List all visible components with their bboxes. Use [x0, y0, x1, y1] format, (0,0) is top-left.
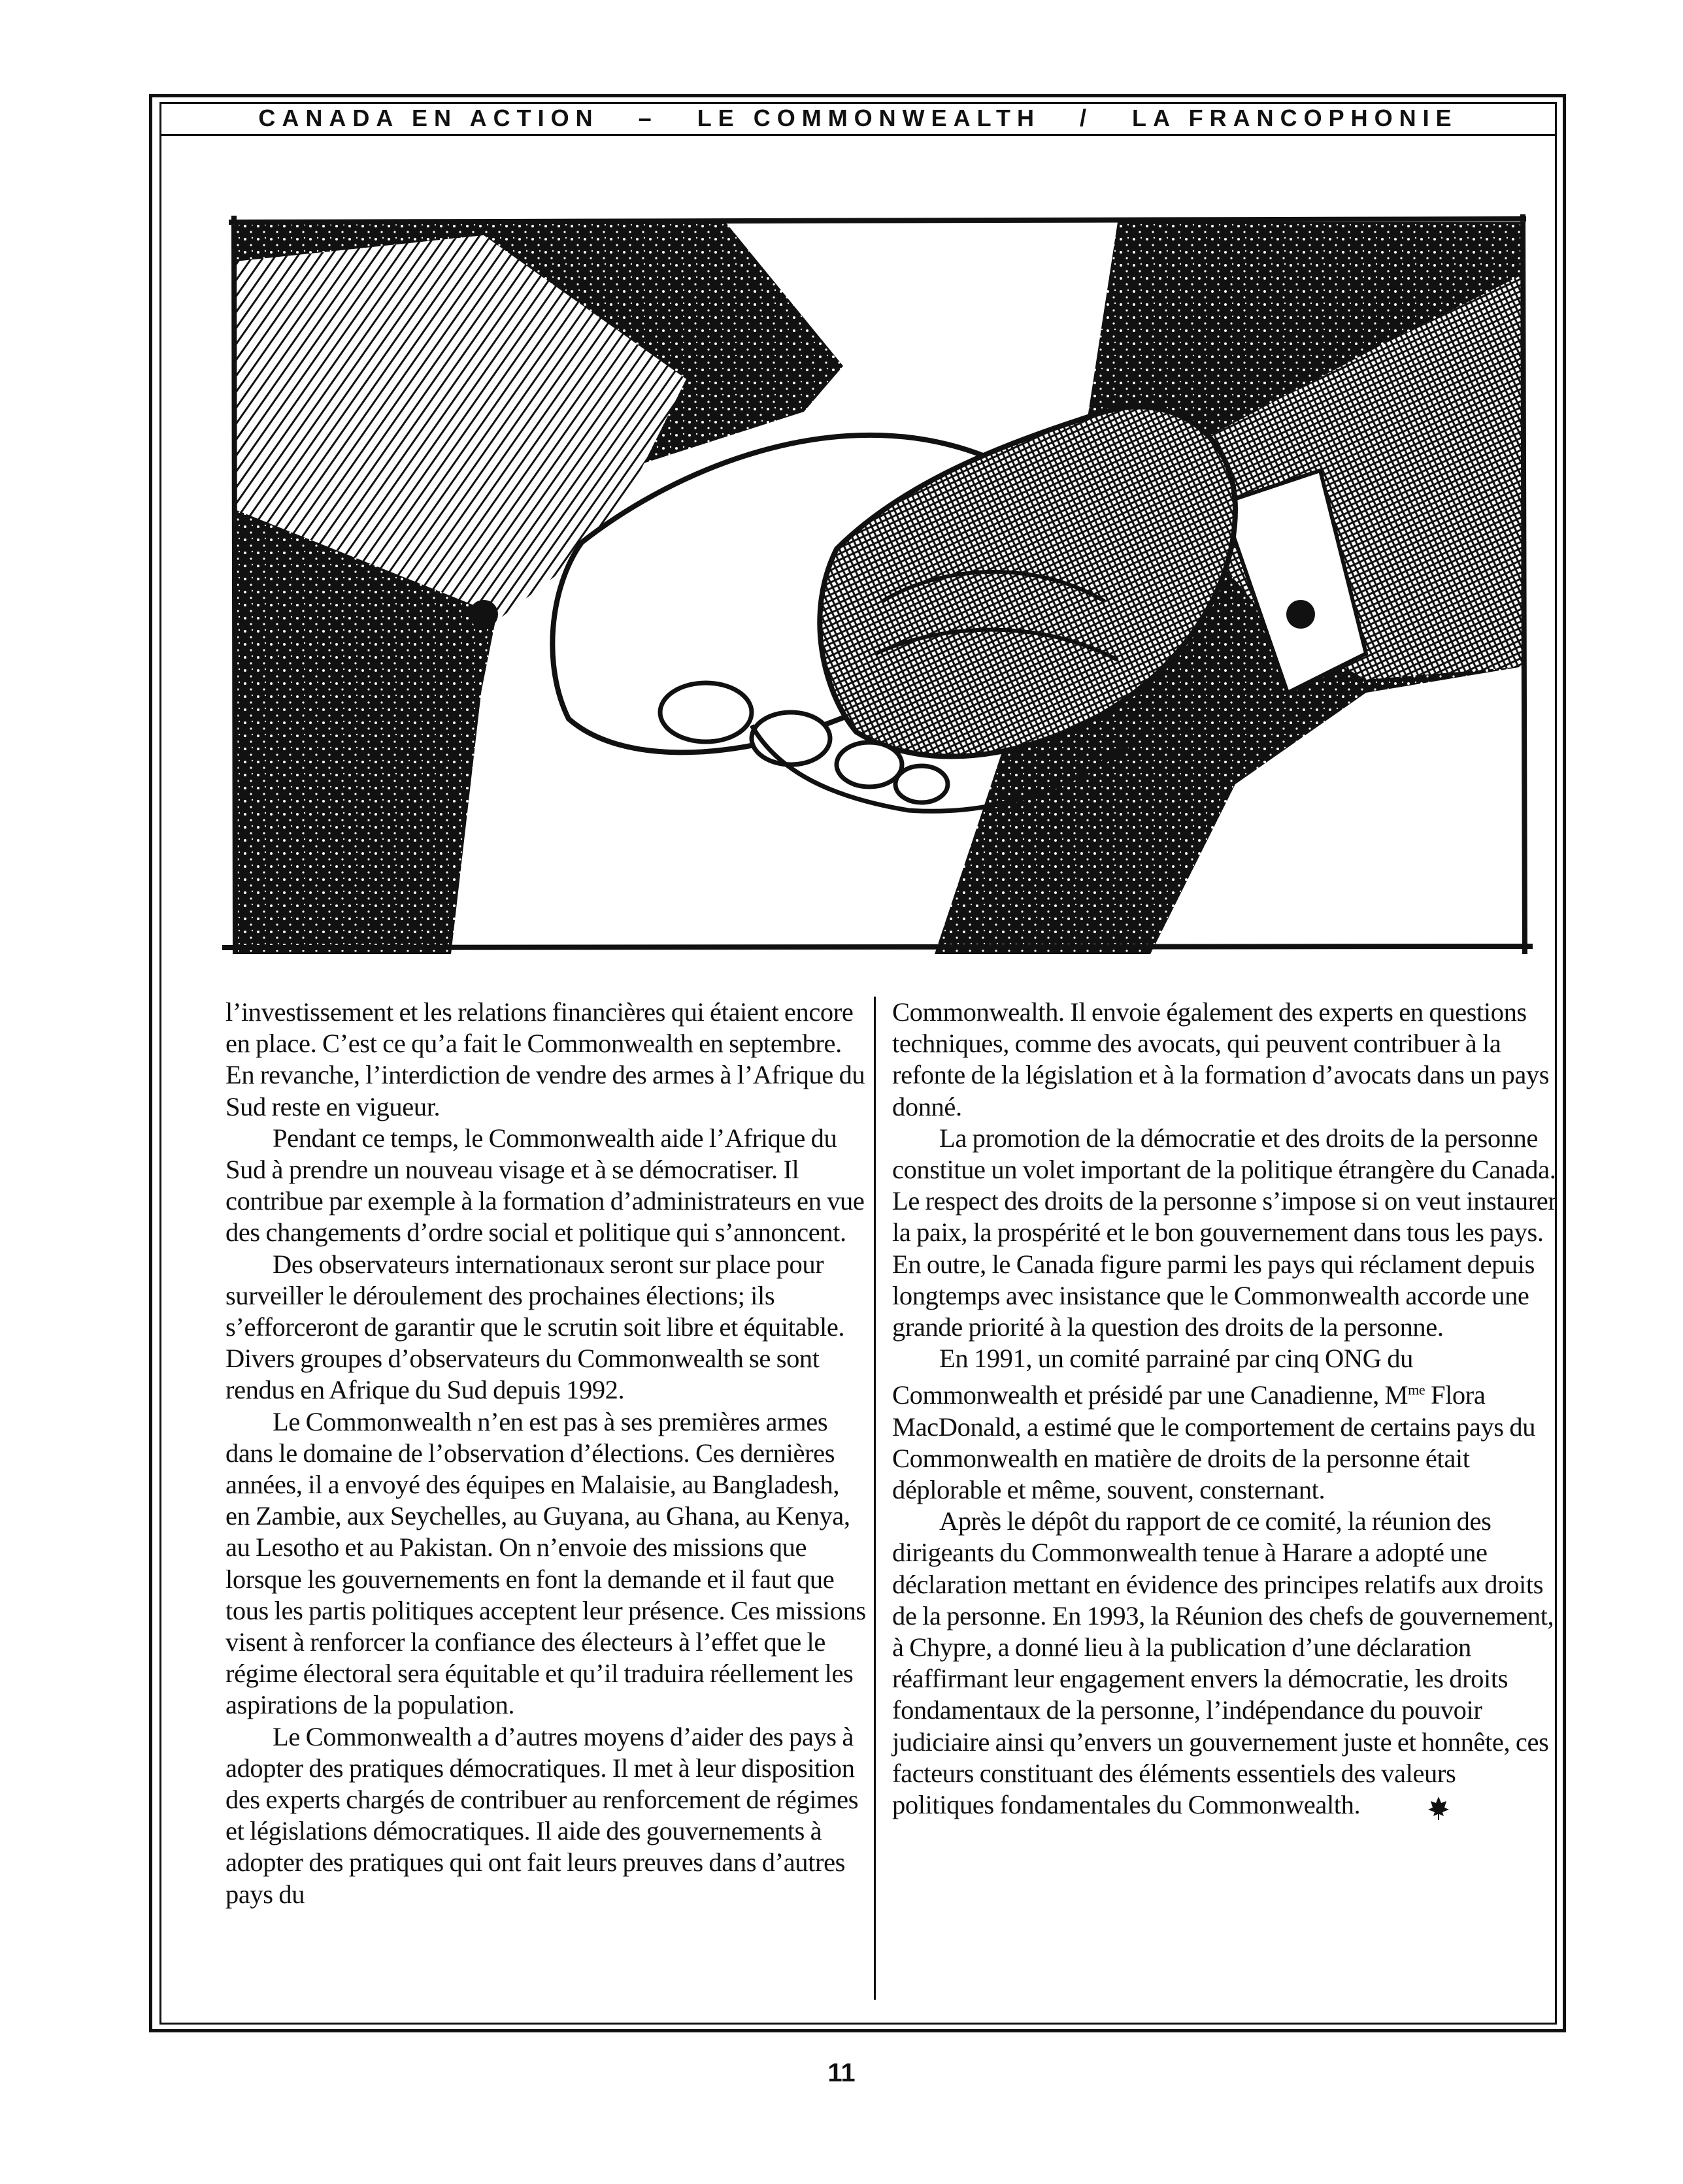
paragraph: l’investissement et les relations financières qui étaient encore en place. C’est ce qu’a fait le Commonwealth en septembre. En revanche, l’interdiction de vendre des armes à l’Afrique du Sud reste en vigueur. [225, 997, 865, 1121]
paragraph: Des observateurs internationaux seront sur place pour surveiller le déroulement des prochaines élections; ils s’efforceront de garantir que le scrutin soit libre et équitable. Divers groupes d’observateurs du Commonwealth se sont rendus en Afrique du Sud depuis 1992. [225, 1249, 845, 1405]
paragraph: Le Commonwealth a d’autres moyens d’aider des pays à adopter des pratiques démocratiques. Il met à leur disposition des experts chargés de contribuer au renforcement de régimes et législations démocratiques. Il aide des gouvernements à adopter des pratiques qui ont fait leurs preuves dans d’autres pays du [225, 1721, 859, 1909]
paragraph-text: Après le dépôt du rapport de ce comité, la réunion des dirigeants du Commonwealth tenue à Harare a adopté une déclaration mettant en évidence des principes relatifs aux droits de la personne. En 1993, la Réunion des chefs de gouvernement, à Chypre, a donné lieu à la publication d’une déclaration réaffirmant leur engagement envers la démocratie, les droits fondamentaux de la personne, l’indépendance du pouvoir judiciaire ainsi qu’envers un gouvernement juste et honnête, ces facteurs constituant des éléments essentiels des valeurs politiques fondamentales du Commonwealth. [892, 1506, 1554, 1820]
honorific-superscript: me [1408, 1382, 1425, 1398]
article-column-left [225, 997, 869, 1910]
paragraph: Le Commonwealth n’en est pas à ses premières armes dans le domaine de l’observation d’élections. Ces dernières années, il a envoyé des équipes en Malaisie, au Bangladesh, en Zambie, aux Seychelles, au Guyana, au Ghana, au Kenya, au Lesotho et au Pakistan. On n’envoie des missions que lorsque les gouvernements en font la demande et il faut que tous les partis politiques acceptent leur présence. Ces missions visent à renforcer la confiance des électeurs à l’effet que le régime électoral sera équitable et qu’il traduira réellement les aspirations de la population. [225, 1406, 866, 1720]
running-header [159, 102, 1557, 136]
article-column-right [892, 997, 1559, 1828]
paragraph: Commonwealth. Il envoie également des experts en questions techniques, comme des avocats, qui peuvent contribuer à la refonte de la législation et à la formation d’avocats dans un pays donné. [892, 997, 1550, 1121]
handshake-illustration [216, 196, 1542, 967]
paragraph-text: En 1991, un comité parrainé par cinq ONG du Commonwealth et présidé par une Canadienne, M [892, 1344, 1413, 1410]
column-divider [874, 997, 876, 2000]
paragraph-text: Flora MacDonald, a estimé que le comportement de certains pays du Commonwealth en matière de droits de la personne était déplorable et même, souvent, consternant. [892, 1380, 1536, 1505]
paragraph: La promotion de la démocratie et des droits de la personne constitue un volet important de la politique étrangère du Canada. Le respect des droits de la personne s’impose si on veut instaurer la paix, la prospérité et le bon gouvernement dans tous les pays. En outre, le Canada figure parmi les pays qui réclament depuis longtemps avec insistance que le Commonwealth accorde une grande priorité à la question des droits de la personne. [892, 1123, 1557, 1342]
paragraph [892, 1343, 1559, 1506]
running-header-title: CANADA EN ACTION – LE COMMONWEALTH / LA FRANCOPHONIE [258, 104, 1458, 131]
paragraph: Pendant ce temps, le Commonwealth aide l’Afrique du Sud à prendre un nouveau visage et à se démocratiser. Il contribue par exemple à la formation d’administrateurs en vue des changements d’ordre social et politique qui s’annoncent. [225, 1123, 865, 1248]
maple-leaf-icon [1380, 1795, 1450, 1828]
paragraph [892, 1506, 1559, 1828]
page-number: 11 [827, 2059, 856, 2087]
